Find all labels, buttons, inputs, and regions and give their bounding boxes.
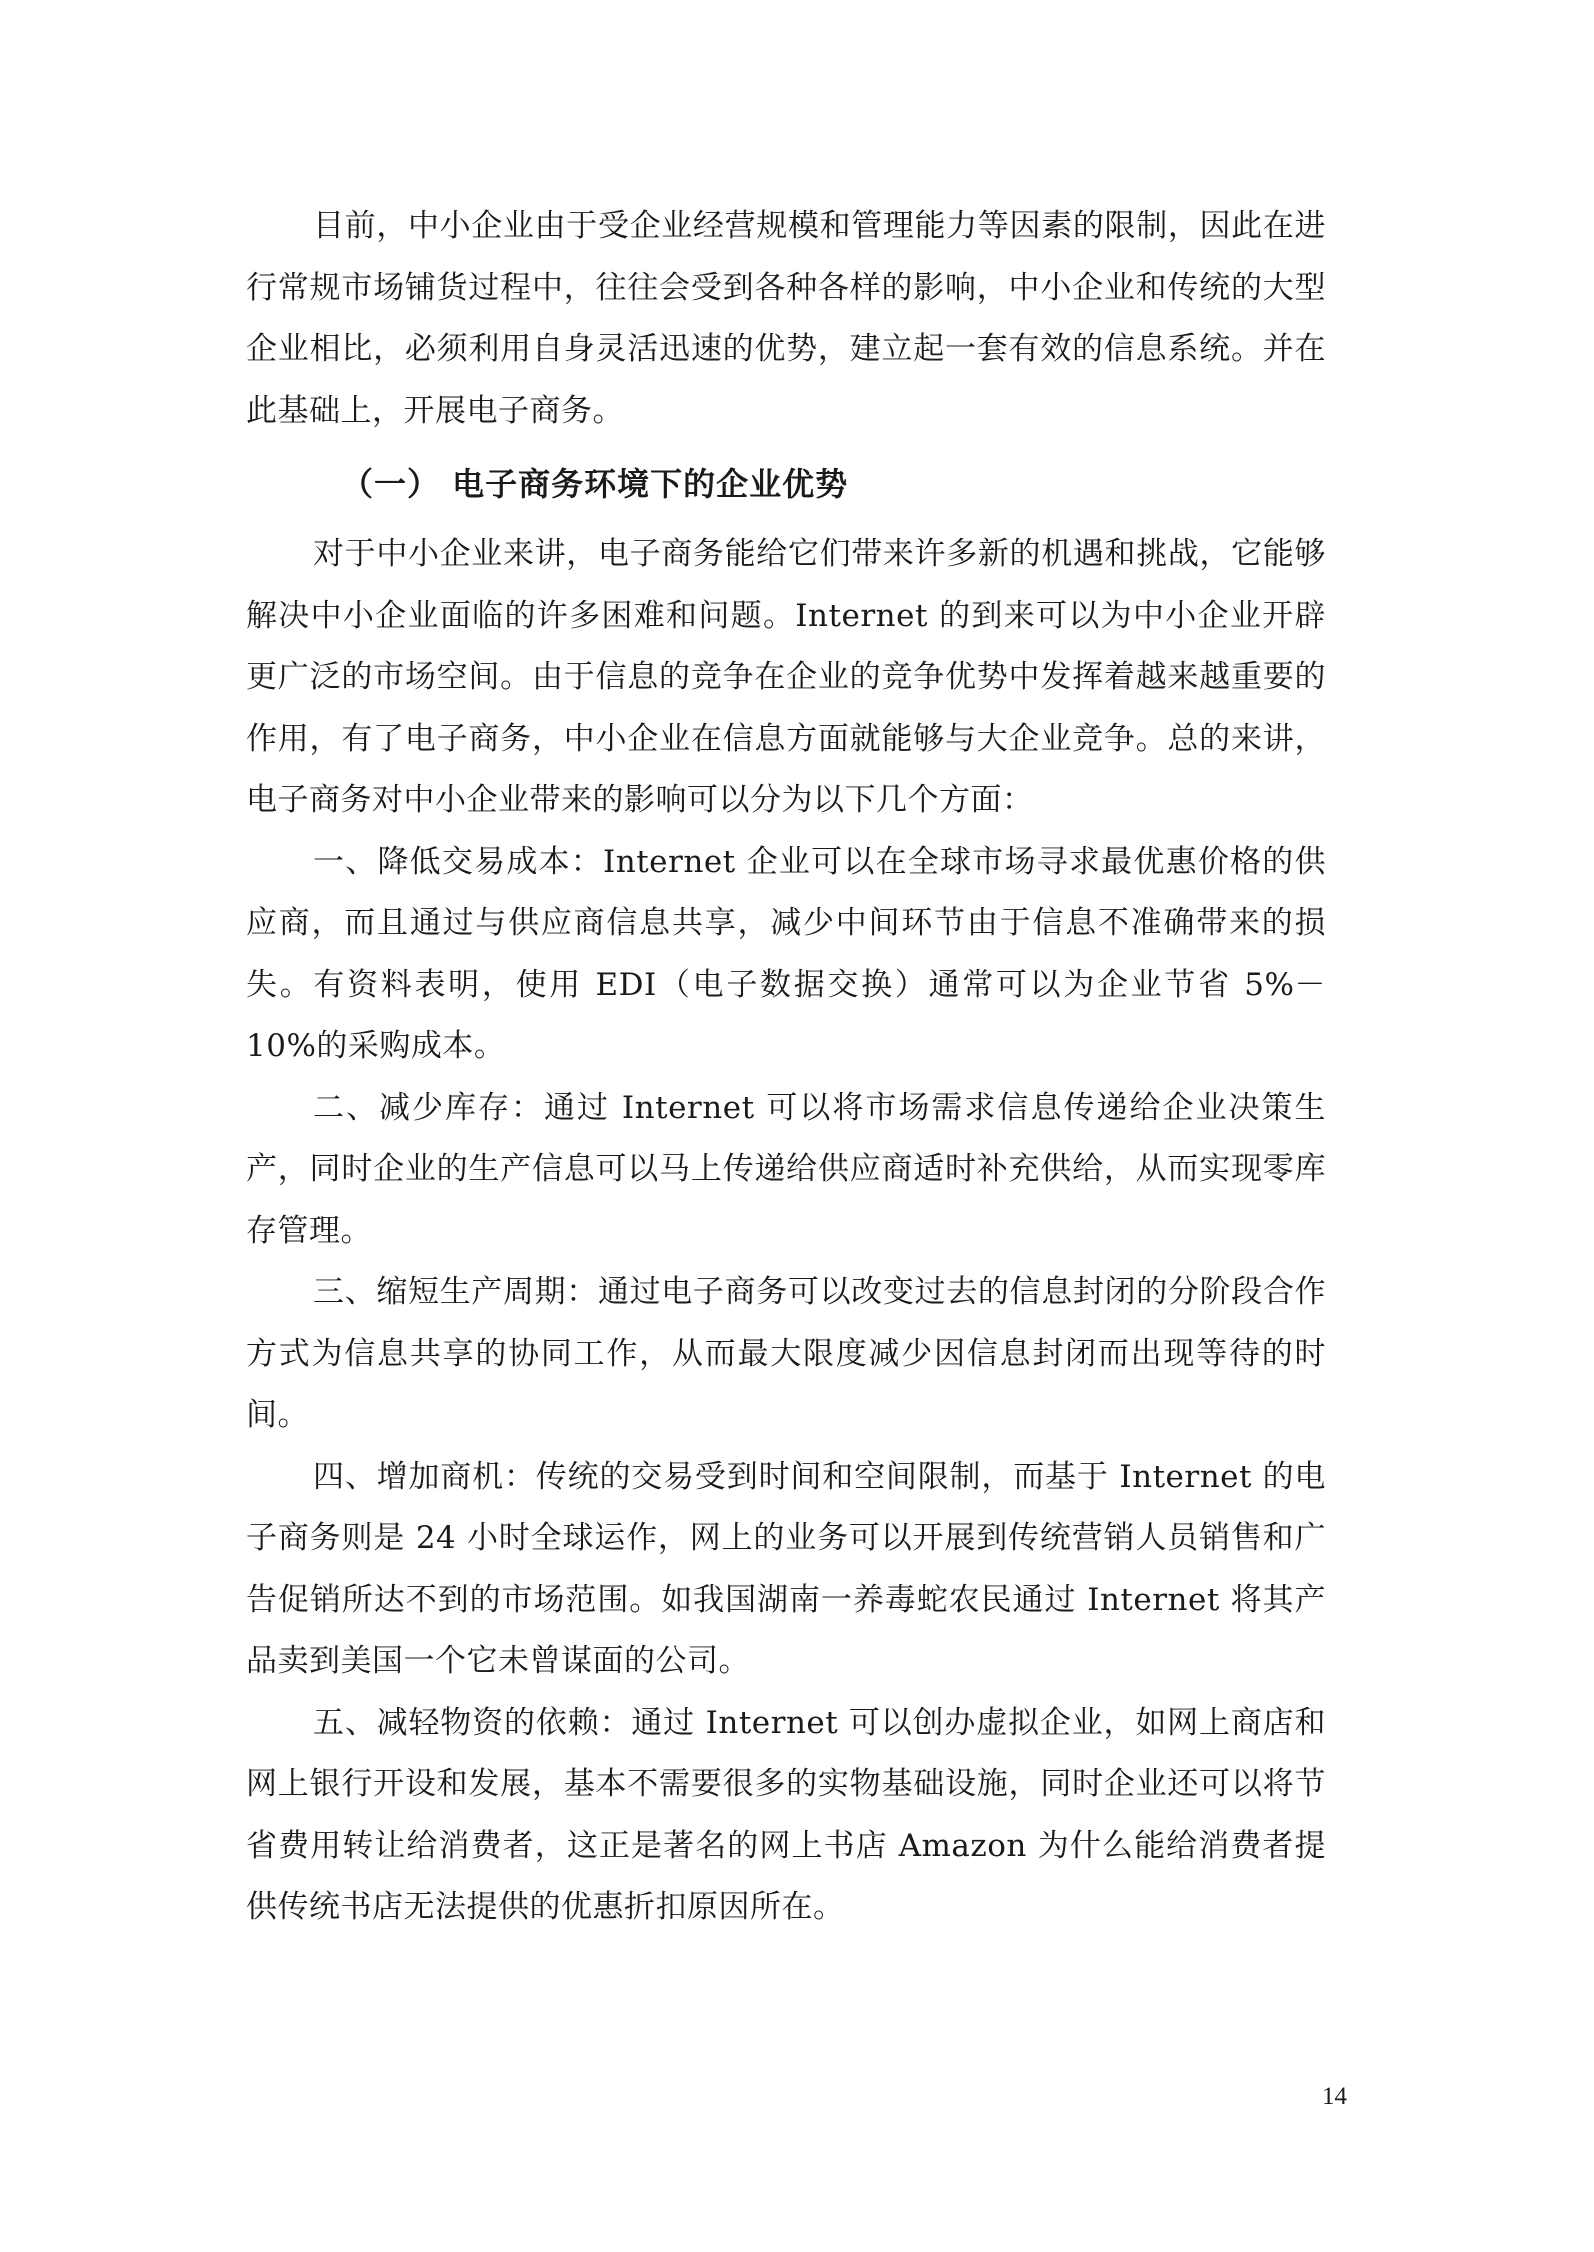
page-number: 14 <box>1322 2083 1347 2110</box>
body-paragraph-opportunity: 四、增加商机：传统的交易受到时间和空间限制，而基于 Internet 的电子商务则是 24 小时全球运作，网上的业务可以开展到传统营销人员销售和广告促销所达不到的市场范围。如我国湖南一养毒蛇农民通过 Internet 将其产品卖到美国一个它未曾谋面的公司。 <box>246 1458 1326 1679</box>
intro-paragraph: 目前，中小企业由于受企业经营规模和管理能力等因素的限制，因此在进行常规市场铺货过程中，往往会受到各种各样的影响，中小企业和传统的大型企业相比，必须利用自身灵活迅速的优势，建立起一套有效的信息系统。并在此基础上，开展电子商务。 <box>246 208 1326 429</box>
page-body <box>246 196 1326 1939</box>
body-paragraph-cost: 一、降低交易成本：Internet 企业可以在全球市场寻求最优惠价格的供应商，而且通过与供应商信息共享，减少中间环节由于信息不准确带来的损失。有资料表明，使用 EDI（电子数据交换）通常可以为企业节省 5%－10%的采购成本。 <box>246 843 1326 1064</box>
body-paragraph-inventory: 二、减少库存：通过 Internet 可以将市场需求信息传递给企业决策生产，同时企业的生产信息可以马上传递给供应商适时补充供给，从而实现零库存管理。 <box>246 1089 1326 1249</box>
body-paragraph-cycle: 三、缩短生产周期：通过电子商务可以改变过去的信息封闭的分阶段合作方式为信息共享的协同工作，从而最大限度减少因信息封闭而出现等待的时间。 <box>246 1274 1326 1433</box>
body-paragraph-material: 五、减轻物资的依赖：通过 Internet 可以创办虚拟企业，如网上商店和网上银行开设和发展，基本不需要很多的实物基础设施，同时企业还可以将节省费用转让给消费者，这正是著名的网上书店 Amazon 为什么能给消费者提供传统书店无法提供的优惠折扣原因所在。 <box>246 1704 1326 1925</box>
section-heading: （一） 电子商务环境下的企业优势 <box>341 465 849 503</box>
body-paragraph-overview: 对于中小企业来讲，电子商务能给它们带来许多新的机遇和挑战，它能够解决中小企业面临的许多困难和问题。Internet 的到来可以为中小企业开辟更广泛的市场空间。由于信息的竞争在企业的竞争优势中发挥着越来越重要的作用，有了电子商务，中小企业在信息方面就能够与大企业竞争。总的来讲，电子商务对中小企业带来的影响可以分为以下几个方面： <box>246 536 1326 818</box>
